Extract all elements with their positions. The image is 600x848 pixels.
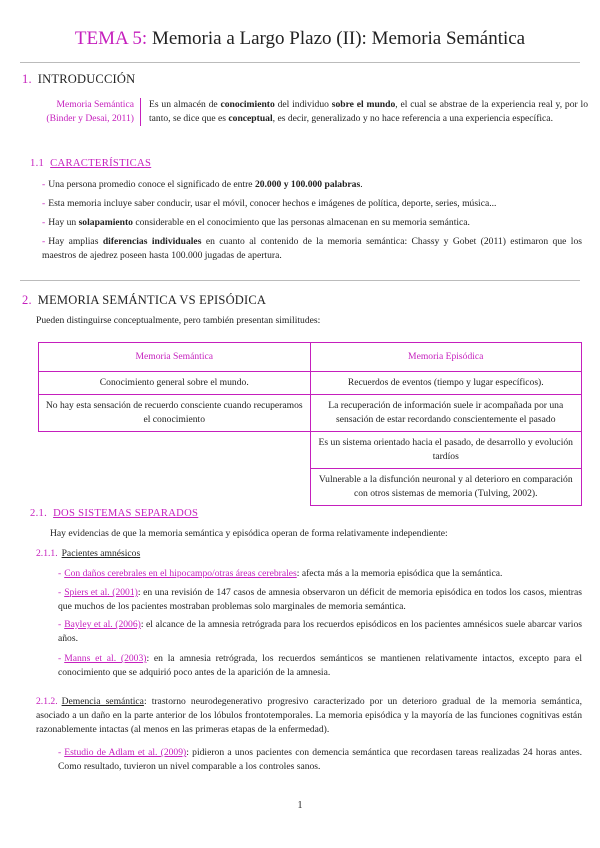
table-header-row [39, 343, 582, 372]
reference-link[interactable]: Bayley et al. (2006) [64, 619, 141, 630]
page-number: 1 [297, 800, 303, 811]
table-cell: Conocimiento general sobre el mundo. [39, 372, 311, 395]
table-cell [39, 469, 311, 506]
subsection-2-1-heading: 2.1. DOS SISTEMAS SEPARADOS [30, 508, 199, 519]
table-row [39, 395, 582, 432]
reference-link[interactable]: Spiers et al. (2001) [64, 587, 138, 598]
section-2-heading: 2. MEMORIA SEMÁNTICA VS EPISÓDICA [22, 293, 267, 307]
list-item: - Una persona promedio conoce el significado de entre 20.000 y 100.000 palabras. [42, 179, 363, 190]
comparison-table [38, 342, 582, 506]
divider [20, 280, 580, 281]
definition-text: Es un almacén de conocimiento del individuo sobre el mundo, el cual se abstrae de la experiencia real y, por lo tanto, se dice que es conceptual, es decir, generalizado y no hace referencia a una experiencia específica. [149, 99, 588, 124]
table-row [39, 432, 582, 469]
table-cell: Recuerdos de eventos (tiempo y lugar específicos). [310, 372, 582, 395]
table-header: Memoria Episódica [310, 343, 582, 372]
title-text: Memoria a Largo Plazo (II): Memoria Semántica [151, 28, 526, 49]
definition-block [28, 98, 588, 126]
reference-link[interactable]: Con daños cerebrales en el hipocampo/otras áreas cerebrales [64, 568, 297, 579]
subsection-1-1-heading: 1.1 CARACTERÍSTICAS [30, 158, 152, 169]
table-header: Memoria Semántica [39, 343, 311, 372]
table-row [39, 372, 582, 395]
reference-link[interactable]: Estudio de Adlam et al. (2009) [64, 747, 187, 758]
list-item: - Estudio de Adlam et al. (2009): pidieron a unos pacientes con demencia semántica que recordasen tareas realizadas 24 horas antes. Como resultado, tuvieron un nivel comparable a los controles sanos. [58, 747, 582, 772]
table-cell: Es un sistema orientado hacia el pasado, de desarrollo y evolución tardíos [310, 432, 582, 469]
list-item: - Manns et al. (2003): en la amnesia retrógrada, los recuerdos semánticos se mantienen relativamente intactos, excepto para el conocimiento que se adquirió poco antes de la aparición de la amnesia. [58, 653, 582, 678]
page-title [0, 28, 600, 50]
section-2-intro: Pueden distinguirse conceptualmente, pero también presentan similitudes: [36, 315, 321, 326]
subsection-2-1-2: 2.1.2. Demencia semántica: trastorno neurodegenerativo progresivo caracterizado por un deterioro gradual de la memoria semántica, asociado a un daño en la parte anterior de los lóbulos frontotemporales. La memoria episódica y la mayoría de las funciones cognitivas están razonablemente intactas (al menos en las primeras etapas de la enfermedad). [36, 696, 582, 735]
title-prefix: TEMA 5: [74, 28, 148, 49]
reference-link[interactable]: Manns et al. (2003) [64, 653, 147, 664]
list-item: - Esta memoria incluye saber conducir, usar el móvil, conocer hechos e imágenes de política, deporte, series, música... [42, 198, 497, 209]
subsection-2-1-intro: Hay evidencias de que la memoria semántica y episódica operan de forma relativamente independiente: [50, 528, 448, 539]
subsection-2-1-2-heading: Demencia semántica [61, 696, 144, 707]
list-item: - Hay amplias diferencias individuales en cuanto al contenido de la memoria semántica: Chassy y Gobet (2011) estimaron que los maestros de ajedrez poseen hasta 100.000 jugadas de apertura. [42, 236, 582, 261]
table-cell: No hay esta sensación de recuerdo consciente cuando recuperamos el conocimiento [39, 395, 311, 432]
table-cell: Vulnerable a la disfunción neuronal y al deterioro en comparación con otros sistemas de memoria (Tulving, 2002). [310, 469, 582, 506]
divider [20, 62, 580, 63]
list-item: - Spiers et al. (2001): en una revisión de 147 casos de amnesia observaron un déficit de memoria episódica en todos los casos, mientras que muchos de los pacientes mostraban problemas solo marginales de memoria semántica. [58, 587, 582, 612]
definition-term: Memoria Semántica (Binder y Desai, 2011) [28, 98, 141, 126]
subsection-2-1-1-heading: 2.1.1. Pacientes amnésicos [36, 548, 141, 559]
list-item: - Con daños cerebrales en el hipocampo/otras áreas cerebrales: afecta más a la memoria episódica que la semántica. [58, 568, 503, 579]
table-cell [39, 432, 311, 469]
list-item: - Hay un solapamiento considerable en el conocimiento que las personas almacenan en su memoria semántica. [42, 217, 470, 228]
table-row [39, 469, 582, 506]
section-1-heading: 1. INTRODUCCIÓN [22, 72, 136, 86]
table-cell: La recuperación de información suele ir acompañada por una sensación de estar recordando conscientemente el pasado [310, 395, 582, 432]
list-item: - Bayley et al. (2006): el alcance de la amnesia retrógrada para los recuerdos episódicos en los pacientes amnésicos suele abarcar varios años. [58, 619, 582, 644]
